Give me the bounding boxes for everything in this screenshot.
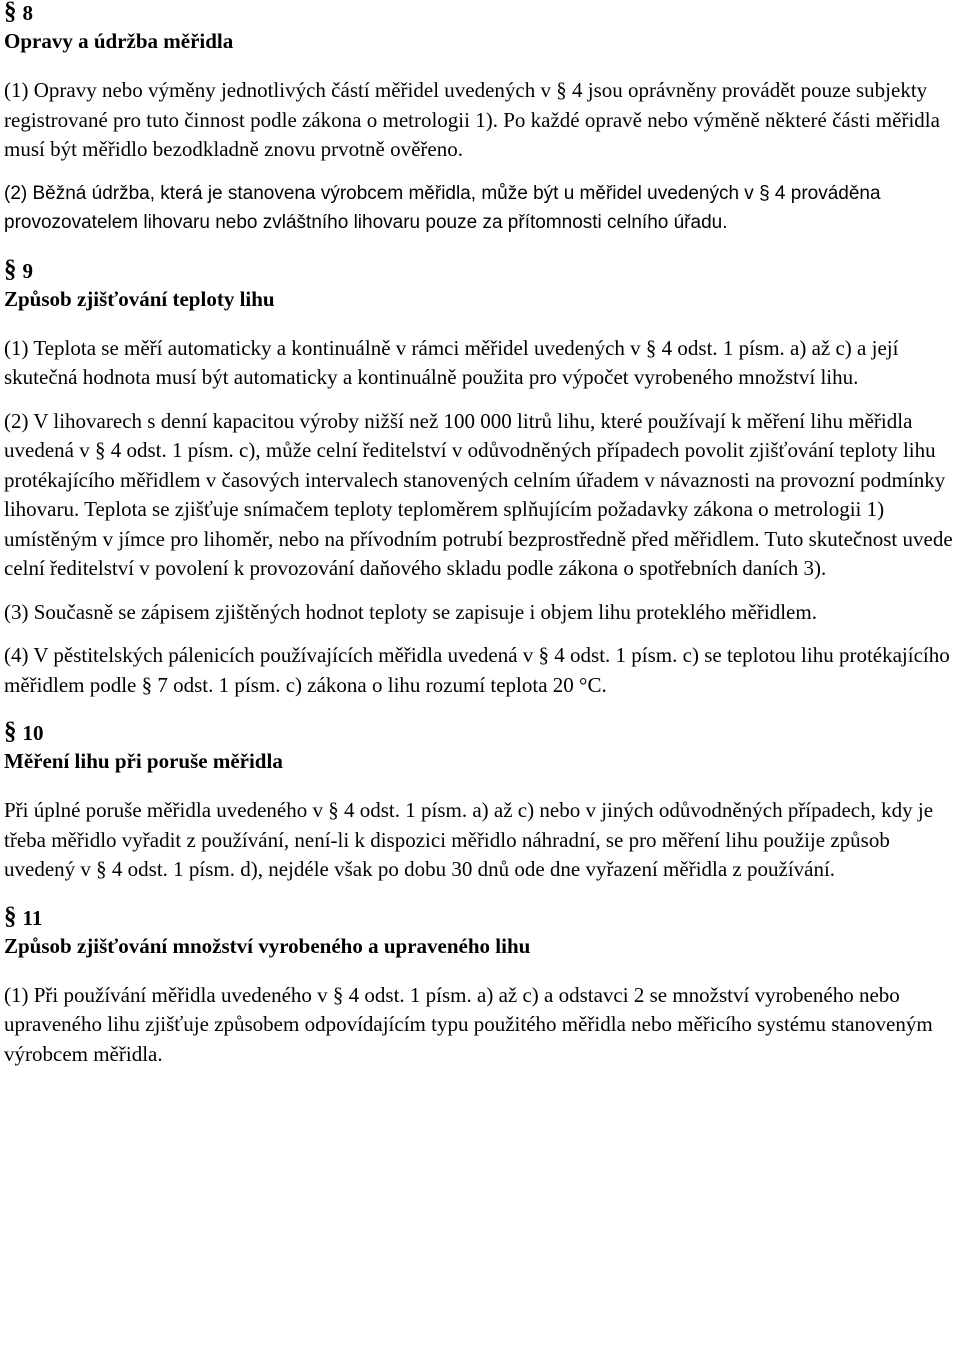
section-11 — [4, 902, 958, 1070]
paragraph: Při úplné poruše měřidla uvedeného v § 4 odst. 1 písm. a) až c) nebo v jiných odůvodněných případech, kdy je třeba měřidlo vyřadit z používání, není-li k dispozici měřidlo náhradní, se pro měření lihu použije způsob uvedený v § 4 odst. 1 písm. d), nejdéle však po dobu 30 dnů ode dne vyřazení měřidla z používání. — [4, 798, 934, 881]
paragraph: (1) Při používání měřidla uvedeného v § 4 odst. 1 písm. a) až c) a odstavci 2 se množství vyrobeného nebo upraveného lihu zjišťuje způsobem odpovídajícím typu použitého měřidla nebo měřicího systému stanoveným výrobcem měřidla. — [4, 982, 933, 1066]
paragraph: (1) Opravy nebo výměny jednotlivých částí měřidel uvedených v § 4 jsou oprávněny provádět pouze subjekty registrované pro tuto činnost podle zákona o metrologii 1). Po každé opravě nebo výměně některé části měřidla musí být měřidlo bezodkladně znovu prvotně ověřeno. — [4, 78, 940, 161]
section-symbol: § — [4, 718, 17, 745]
section-number: 8 — [22, 1, 33, 25]
section-8 — [4, 0, 958, 238]
section-heading — [4, 720, 958, 746]
paragraph: (2) Běžná údržba, která je stanovena výrobcem měřidla, může být u měřidel uvedených v § 4 prováděna provozovatelem lihovaru nebo zvláštního lihovaru pouze za přítomnosti celního úřadu. — [4, 182, 881, 233]
section-title: Způsob zjišťování teploty lihu — [4, 286, 275, 311]
section-title: Měření lihu při poruše měřidla — [4, 749, 283, 773]
section-10 — [4, 720, 958, 885]
section-symbol: § — [4, 902, 17, 930]
section-title: Způsob zjišťování množství vyrobeného a upraveného lihu — [4, 933, 531, 958]
section-title: Opravy a údržba měřidla — [4, 29, 234, 53]
paragraph: (3) Současně se zápisem zjištěných hodnot teploty se zapisuje i objem lihu proteklého měřidlem. — [4, 599, 817, 624]
paragraph: (4) V pěstitelských pálenicích používajících měřidla uvedená v § 4 odst. 1 písm. c) se teplotou lihu protékajícího měřidlem podle § 7 odst. 1 písm. c) zákona o lihu rozumí teplota 20 °C. — [4, 643, 950, 697]
section-symbol: § — [4, 0, 17, 25]
paragraph: (1) Teplota se měří automaticky a kontinuálně v rámci měřidel uvedených v § 4 odst. 1 písm. a) až c) a její skutečná hodnota musí být automaticky a kontinuálně použita pro výpočet vyrobeného množství lihu. — [4, 335, 899, 389]
section-number: 9 — [22, 258, 33, 283]
paragraph: (2) V lihovarech s denní kapacitou výroby nižší než 100 000 litrů lihu, které používají k měření lihu měřidla uvedená v § 4 odst. 1 písm. c), může celní ředitelství v odůvodněných případech povolit zjišťování teploty lihu protékajícího měřidlem v časových intervalech stanovených celním úřadem v návaznosti na provozní podmínky lihovaru. Teplota se zjišťuje snímačem teploty teploměrem splňujícím požadavky zákona o metrologii 1) umístěným v jímce pro lihoměr, nebo na přívodním potrubí bezprostředně před měřidlem. Tuto skutečnost uvede celní ředitelství v povolení k provozování daňového skladu podle zákona o spotřebních daních 3). — [4, 408, 953, 580]
section-heading — [4, 255, 958, 284]
document-page — [4, 0, 958, 1069]
section-number: 10 — [22, 721, 44, 745]
section-heading — [4, 0, 958, 26]
section-number: 11 — [22, 905, 43, 930]
section-symbol: § — [4, 255, 17, 283]
section-heading — [4, 902, 958, 931]
section-9 — [4, 255, 958, 701]
